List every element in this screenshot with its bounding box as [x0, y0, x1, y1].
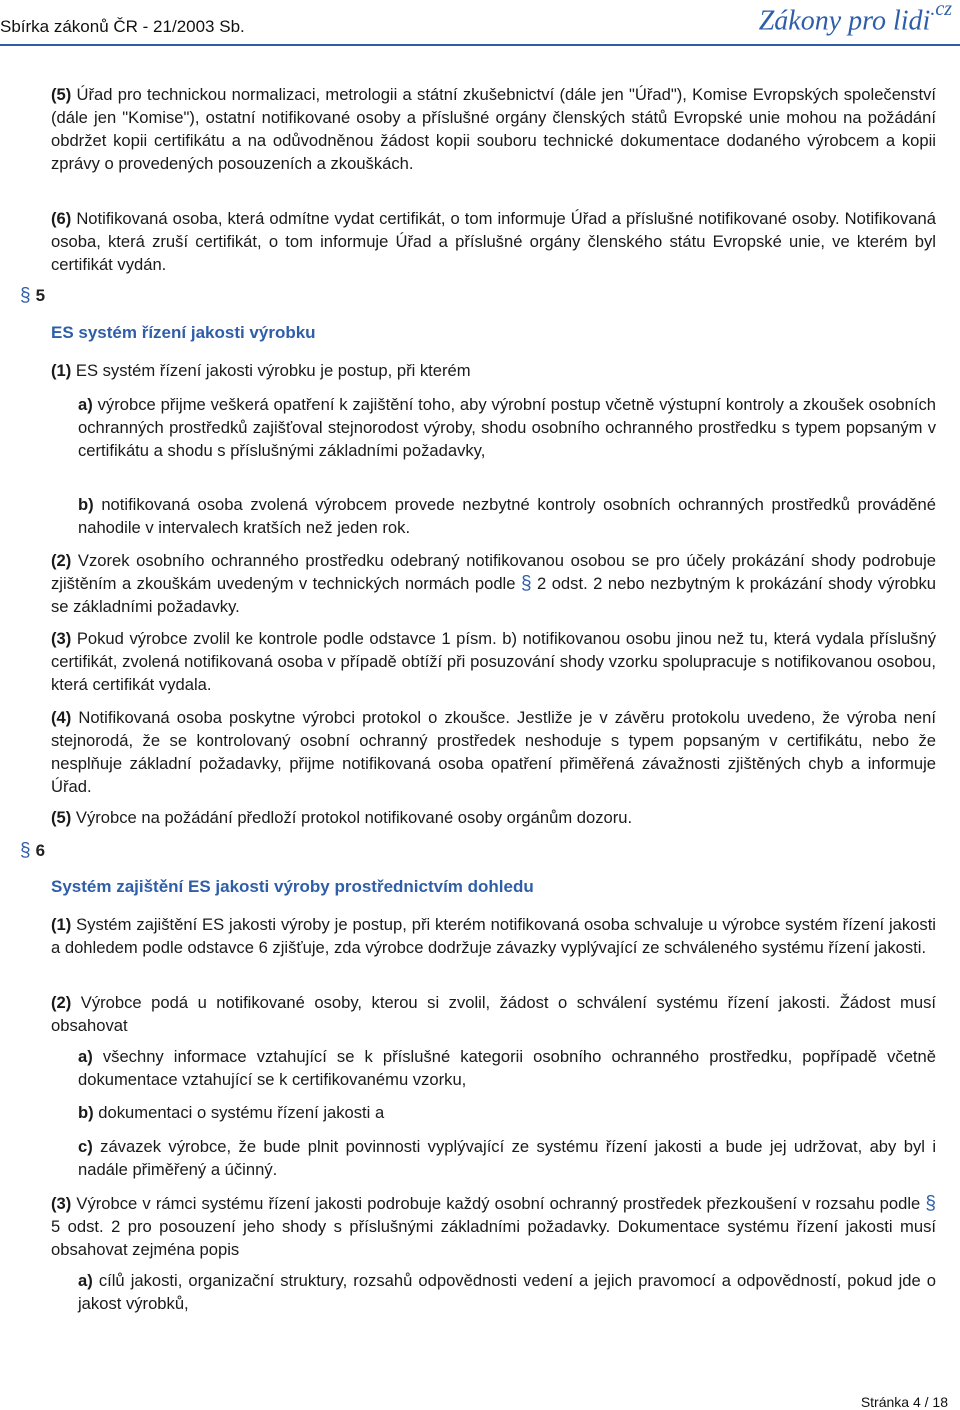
page-number: Stránka 4 / 18: [860, 1394, 948, 1410]
section-reference-link[interactable]: 5 odst. 2: [51, 1217, 121, 1236]
paragraph-number: (3): [51, 629, 72, 648]
item-letter: c): [78, 1137, 93, 1156]
logo-text: Zákony pro lidi: [758, 5, 931, 37]
section-6-paragraph-3: [51, 1192, 936, 1261]
section-5-paragraph-5: [51, 806, 936, 829]
paragraph-number: (1): [51, 915, 72, 934]
paragraph-text: Výrobce na požádání předloží protokol notifikované osoby orgánům dozoru.: [71, 808, 633, 827]
item-text: výrobce přijme veškerá opatření k zajištění toho, aby výrobní postup včetně výstupní kontroly a zkoušek osobních ochranných prostředků zajišťoval stejnorodost výroby, shodu osobního ochranného prostředku s typem popsaným v certifikátu a shodu s příslušnými základními požadavky,: [78, 395, 936, 460]
section-5-item-a: [78, 393, 936, 462]
item-letter: b): [78, 495, 94, 514]
paragraph-number: (2): [51, 993, 72, 1012]
paragraph-number: (4): [51, 708, 72, 727]
item-text: cílů jakosti, organizační struktury, rozsahů odpovědnosti vedení a jejich pravomocí a odpovědností, pokud jde o jakost výrobků,: [78, 1271, 936, 1313]
paragraph-text: Notifikovaná osoba, která odmítne vydat certifikát, o tom informuje Úřad a příslušné notifikované osoby. Notifikovaná osoba, která zruší certifikát, o tom informuje Úřad a příslušné orgány členského státu Evropské unie, ve kterém byl certifikát vydán.: [51, 209, 936, 274]
paragraph-text: nebo nezbytným k prokázání shody výrobku se základními požadavky.: [51, 574, 936, 616]
paragraph-number: (1): [51, 361, 72, 380]
item-text: dokumentaci o systému řízení jakosti a: [93, 1103, 385, 1122]
item-text: všechny informace vztahující se k příslušné kategorii osobního ochranného prostředku, popřípadě včetně dokumentace vztahující se k certifikovanému vzorku,: [78, 1047, 936, 1089]
section-sign-icon: §: [20, 285, 31, 306]
site-logo[interactable]: [759, 2, 952, 37]
section-6-item-a2: [78, 1269, 936, 1315]
section-reference-link[interactable]: 2 odst. 2: [537, 574, 603, 593]
section-6-marker: [20, 840, 45, 862]
section-sign-icon: §: [520, 573, 532, 594]
section-6-paragraph-1: [51, 913, 936, 959]
paragraph-number: (6): [51, 209, 72, 228]
section-5-paragraph-2: [51, 549, 936, 618]
section-6-item-c: [78, 1135, 936, 1181]
paragraph-text: Úřad pro technickou normalizaci, metrologii a státní zkušebnictví (dále jen "Úřad"), Komise Evropských společenství (dále jen "Komise"), ostatní notifikované osoby a příslušné orgány členských států Evropské unie mohou na požádání obdržet kopii certifikátu a na odůvodněnou žádost kopii souboru technické dokumentace dodaného výrobcem a kopii zprávy o provedených posouzeních a zkouškách.: [51, 85, 936, 173]
paragraph-text: Pokud výrobce zvolil ke kontrole podle odstavce 1 písm. b) notifikovanou osobu jinou než tu, která vydala příslušný certifikát, zvolená notifikovaná osoba v případě obtíží při posuzování shody vzorku spolupracuje s notifikovanou osobou, která certifikát vydala.: [51, 629, 936, 694]
section-5-paragraph-3: [51, 627, 936, 696]
paragraph-6: [51, 207, 936, 276]
section-sign-icon: §: [925, 1193, 936, 1214]
paragraph-text: Vzorek osobního ochranného prostředku odebraný notifikovanou osobou se pro účely prokázání shody podrobuje zjištěním a zkouškám uvedeným v technických normách podle: [51, 551, 936, 593]
document-title: Sbírka zákonů ČR - 21/2003 Sb.: [0, 17, 245, 36]
section-5-marker: [20, 285, 45, 307]
paragraph-text: Výrobce podá u notifikované osoby, kterou si zvolil, žádost o schválení systému řízení jakosti. Žádost musí obsahovat: [51, 993, 936, 1035]
paragraph-5: [51, 83, 936, 175]
section-number: 6: [35, 841, 46, 860]
section-6-paragraph-2: [51, 991, 936, 1037]
section-6-item-b: [78, 1101, 936, 1124]
paragraph-number: (3): [51, 1194, 72, 1213]
item-letter: b): [78, 1103, 94, 1122]
header-divider: [0, 44, 960, 46]
section-5-item-b: [78, 493, 936, 539]
paragraph-number: (5): [51, 85, 72, 104]
section-6-heading: Systém zajištění ES jakosti výroby prostřednictvím dohledu: [51, 877, 534, 896]
paragraph-text: ES systém řízení jakosti výrobku je postup, při kterém: [71, 361, 471, 380]
paragraph-number: (5): [51, 808, 72, 827]
paragraph-number: (2): [51, 551, 72, 570]
section-sign-icon: §: [20, 840, 31, 861]
paragraph-text: pro posouzení jeho shody s příslušnými základními požadavky. Dokumentace systému řízení jakosti musí obsahovat zejména popis: [51, 1217, 936, 1259]
logo-suffix: .cz: [930, 0, 952, 20]
item-text: závazek výrobce, že bude plnit povinnosti vyplývající ze systému řízení jakosti a bude jej udržovat, aby byl i nadále přiměřený a účinný.: [78, 1137, 936, 1179]
item-letter: a): [78, 1047, 93, 1066]
paragraph-text: Notifikovaná osoba poskytne výrobci protokol o zkoušce. Jestliže je v závěru protokolu uvedeno, že výroba není stejnorodá, že se kontrolovaný osobní ochranný prostředek neshoduje s typem popsaným v certifikátu, nebo že nesplňuje základní požadavky, přijme notifikovaná osoba opatření přiměřená závažnosti zjištěných chyb a informuje Úřad.: [51, 708, 936, 796]
item-letter: a): [78, 395, 93, 414]
item-text: notifikovaná osoba zvolená výrobcem provede nezbytné kontroly osobních ochranných prostředků prováděné nahodile v intervalech kratších než jeden rok.: [78, 495, 936, 537]
section-5-heading: ES systém řízení jakosti výrobku: [51, 323, 316, 342]
section-5-paragraph-4: [51, 706, 936, 798]
page-header: [0, 0, 960, 46]
item-letter: a): [78, 1271, 93, 1290]
section-number: 5: [35, 286, 46, 305]
paragraph-text: Systém zajištění ES jakosti výroby je postup, při kterém notifikovaná osoba schvaluje u výrobce systém řízení jakosti a dohledem podle odstavce 6 zjišťuje, zda výrobce dodržuje závazky vyplývající ze schváleného systému řízení jakosti.: [51, 915, 936, 957]
section-6-item-a: [78, 1045, 936, 1091]
section-5-paragraph-1: [51, 359, 936, 382]
paragraph-text: Výrobce v rámci systému řízení jakosti podrobuje každý osobní ochranný prostředek přezkoušení v rozsahu podle: [71, 1194, 926, 1213]
